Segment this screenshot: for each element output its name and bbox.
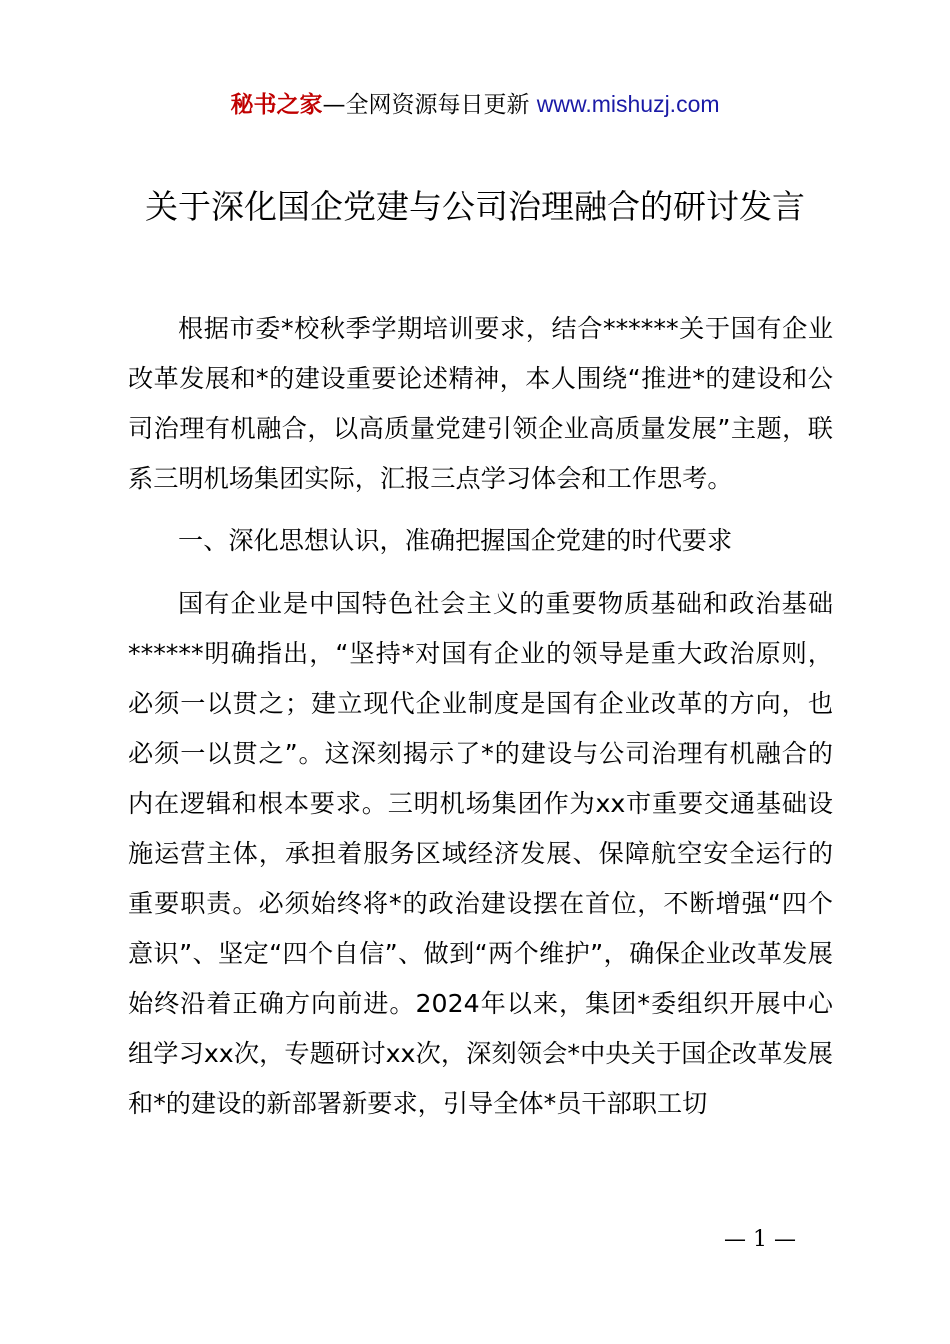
intro-paragraph: 根据市委*校秋季学期培训要求，结合******关于国有企业改革发展和*的建设重要论述精神，本人围绕“推进*的建设和公司治理有机融合，以高质量党建引领企业高质量发展”主题，联系三明机场集团实际，汇报三点学习体会和工作思考。	[128, 314, 833, 493]
site-banner	[0, 86, 950, 123]
brand-name: 秘书之家	[230, 92, 323, 118]
site-url-link[interactable]: www.mishuzj.com	[536, 91, 720, 117]
page-number: — 1 —	[724, 1227, 796, 1252]
banner-slogan: —全网资源每日更新	[322, 92, 537, 118]
document-title: 关于深化国企党建与公司治理融合的研讨发言	[145, 187, 805, 226]
section-heading-1: 一、深化思想认识，准确把握国企党建的时代要求	[178, 526, 733, 555]
body-paragraph: 国有企业是中国特色社会主义的重要物质基础和政治基础******明确指出，“坚持*对国有企业的领导是重大政治原则，必须一以贯之；建立现代企业制度是国有企业改革的方向，也必须一以贯之”。这深刻揭示了*的建设与公司治理有机融合的内在逻辑和根本要求。三明机场集团作为xx市重要交通基础设施运营主体，承担着服务区域经济发展、保障航空安全运行的重要职责。必须始终将*的政治建设摆在首位，不断增强“四个意识”、坚定“四个自信”、做到“两个维护”，确保企业改革发展始终沿着正确方向前进。2024年以来，集团*委组织开展中心组学习xx次，专题研讨xx次，深刻领会*中央关于国企改革发展和*的建设的新部署新要求，引导全体*员干部职工切	[128, 589, 833, 1118]
